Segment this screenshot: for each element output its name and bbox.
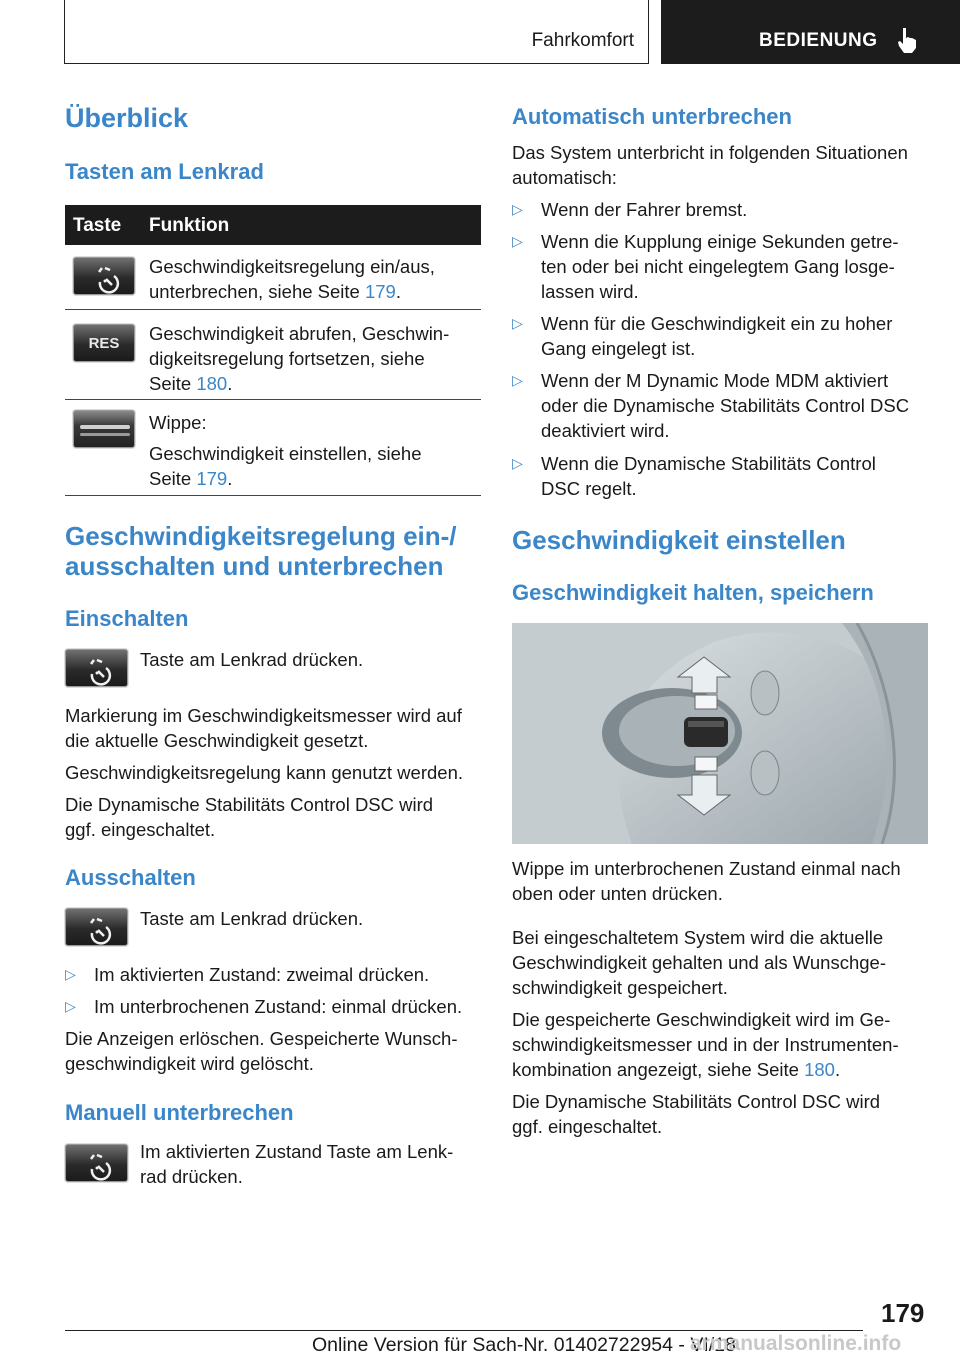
list-item-text: Wenn die Kupplung einige Sekunden getre- [541,231,899,252]
section-title-line-2: ausschalten und unterbrechen [65,551,444,581]
page-link[interactable]: 180 [804,1059,835,1080]
paragraph-text: . [834,1059,841,1080]
footer-divider [65,1330,863,1331]
list-item-text: oder die Dynamische Stabilitäts Control DSC [541,395,910,416]
cruise-control-icon [65,1144,128,1182]
paragraph-line: Markierung im Geschwindigkeitsmesser wird auf [65,705,462,726]
header-chapter-title: BEDIENUNG [759,30,878,51]
list-item [512,229,928,304]
table-header [65,205,481,245]
list-item-text: ten oder bei nicht eingelegtem Gang losge- [541,256,895,277]
paragraph-line: geschwindigkeit wird gelöscht. [65,1053,314,1074]
cruise-control-icon [73,257,135,295]
paragraph-line: Das System unterbricht in folgenden Situationen [512,142,908,163]
paragraph-line: Geschwindigkeitsregelung kann genutzt werden. [65,762,463,783]
paragraph-line: Geschwindigkeit gehalten und als Wunschge- [512,952,886,973]
list-item-text: Gang eingelegt ist. [541,338,696,359]
page-number: 179 [881,1298,925,1328]
list-item-text: Wenn für die Geschwindigkeit ein zu hoher [541,313,893,334]
caption-line: Wippe im unterbrochenen Zustand einmal nach [512,858,901,879]
paragraph-line: schwindigkeit gespeichert. [512,977,728,998]
rocker-icon [73,410,135,448]
paragraph-line: die aktuelle Geschwindigkeit gesetzt. [65,730,369,751]
table-heading: Tasten am Lenkrad [65,159,264,184]
table-cell-text: Seite [149,468,197,489]
page-title: Überblick [65,103,189,133]
table-cell-text: Geschwindigkeit einstellen, siehe [149,443,422,464]
pointing-hand-icon [895,26,919,54]
table-cell-text: . [227,373,233,394]
list-item-text: Wenn der M Dynamic Mode MDM aktiviert [541,370,889,391]
footer-online-version: Online Version für Sach-Nr. 01402722954 - VI/18 [312,1334,736,1356]
list-item-text: lassen wird. [541,281,639,302]
table-cell-text: Seite [149,373,197,394]
table-cell-text: Geschwindigkeitsregelung ein/aus, [149,256,435,277]
triangle-bullet-icon: ▷ [65,966,76,982]
heading-einschalten: Einschalten [65,606,189,631]
list-item-text: Wenn der Fahrer bremst. [541,199,748,220]
list-item-text: Im aktivierten Zustand: zweimal drücken. [94,964,430,985]
table-col-funktion: Funktion [149,215,230,236]
list-item [512,311,928,361]
page-link[interactable]: 180 [196,373,228,394]
section-title-geschwindigkeit-einstellen: Geschwindigkeit einstellen [512,525,846,555]
watermark: armanualsonline.info [690,1332,902,1355]
instruction-text: Taste am Lenkrad drücken. [140,908,364,929]
header-chapter-box [661,0,960,64]
caption-line: oben oder unten drücken. [512,883,723,904]
instruction-text: Im aktivierten Zustand Taste am Lenk- [140,1141,454,1162]
table-cell-text: unterbrechen, siehe Seite [149,281,365,302]
list-item-text: Wenn die Dynamische Stabilitäts Control [541,453,876,474]
paragraph-line: Bei eingeschaltetem System wird die aktuelle [512,927,884,948]
header-section-box [64,0,649,64]
heading-halten-speichern: Geschwindigkeit halten, speichern [512,580,874,605]
steering-wheel-rocker-image [512,623,928,844]
table-cell-text: . [395,281,401,302]
cruise-control-icon [65,649,128,687]
paragraph-line: Die Dynamische Stabilitäts Control DSC wird [512,1091,881,1112]
cruise-control-icon [65,908,128,946]
header-section-title: Fahrkomfort [531,30,634,51]
triangle-bullet-icon: ▷ [512,455,523,471]
paragraph-line: Die Anzeigen erlöschen. Gespeicherte Wunsch- [65,1028,458,1049]
list-item [512,451,928,501]
res-label: RES [88,335,120,352]
list-item-text: DSC regelt. [541,478,637,499]
page-link[interactable]: 179 [364,281,396,302]
paragraph-line: Die gespeicherte Geschwindigkeit wird im Ge- [512,1009,891,1030]
table-row [65,400,481,496]
heading-ausschalten: Ausschalten [65,865,196,890]
table-row [65,245,481,310]
list-item [512,368,928,443]
table-cell-text: Wippe: [149,412,207,433]
paragraph-line: schwindigkeitsmesser und in der Instrumenten- [512,1034,899,1055]
triangle-bullet-icon: ▷ [65,998,76,1014]
triangle-bullet-icon: ▷ [512,201,523,217]
table-cell-text: digkeitsregelung fortsetzen, siehe [149,348,425,369]
paragraph-line: automatisch: [512,167,617,188]
paragraph-line: ggf. eingeschaltet. [512,1116,663,1137]
table-row [65,310,481,400]
instruction-text: rad drücken. [140,1166,243,1187]
table-cell-text: . [227,468,233,489]
list-item-text: deaktiviert wird. [541,420,670,441]
res-icon [73,324,135,362]
instruction-text: Taste am Lenkrad drücken. [140,649,364,670]
table-col-taste: Taste [73,215,122,236]
list-item-text: Im unterbrochenen Zustand: einmal drücken. [94,996,463,1017]
section-title-line-1: Geschwindigkeitsregelung ein-/ [65,521,457,551]
triangle-bullet-icon: ▷ [512,233,523,249]
paragraph-line: Die Dynamische Stabilitäts Control DSC wird [65,794,434,815]
paragraph-line [512,1057,840,1082]
paragraph-text: kombination angezeigt, siehe Seite [512,1059,805,1080]
page-link[interactable]: 179 [196,468,228,489]
buttons-table [65,205,481,496]
triangle-bullet-icon: ▷ [512,372,523,388]
paragraph-line: ggf. eingeschaltet. [65,819,216,840]
triangle-bullet-icon: ▷ [512,315,523,331]
table-cell-text: Geschwindigkeit abrufen, Geschwin- [149,323,450,344]
heading-automatisch-unterbrechen: Automatisch unterbrechen [512,104,792,129]
heading-manuell-unterbrechen: Manuell unterbrechen [65,1100,294,1125]
